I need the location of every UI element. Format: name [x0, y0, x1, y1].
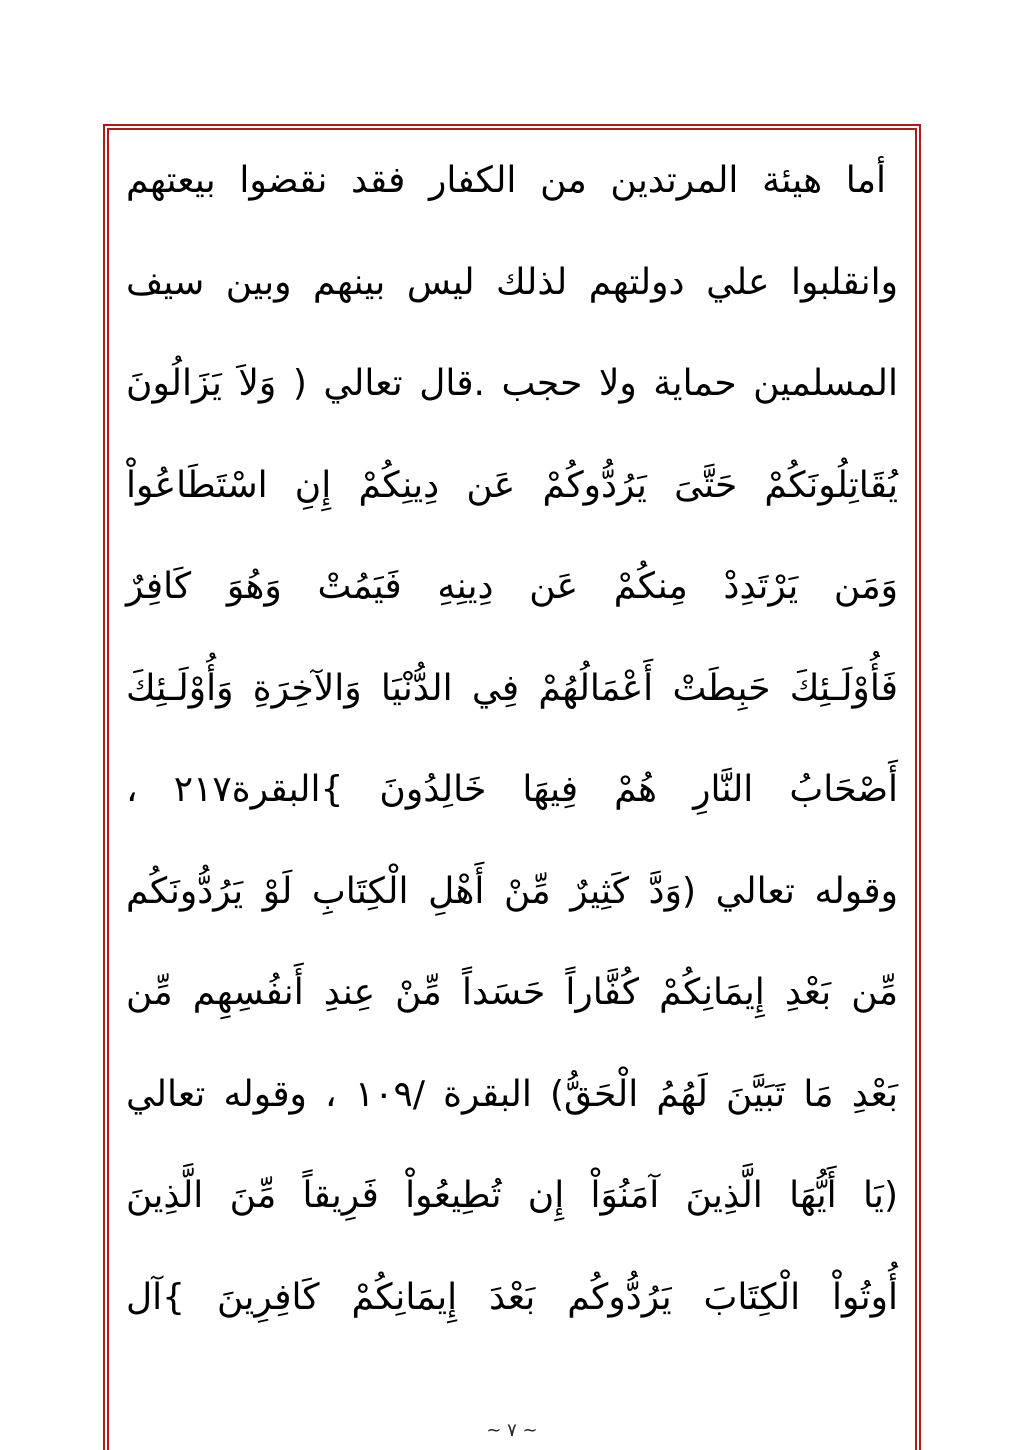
- text-line-5: وَمَن يَرْتَدِدْ مِنكُمْ عَن دِينِهِ فَيَمُتْ وَهُوَ كَافِرٌ: [126, 566, 898, 607]
- text-line-6: فَأُوْلَـئِكَ حَبِطَتْ أَعْمَالُهُمْ فِي الدُّنْيَا وَالآخِرَةِ وَأُوْلَـئِكَ: [126, 667, 898, 709]
- text-line-9: مِّن بَعْدِ إِيمَانِكُمْ كُفَّاراً حَسَداً مِّنْ عِندِ أَنفُسِهِم مِّن: [126, 972, 898, 1013]
- text-line-1: أما هيئة المرتدين من الكفار فقد نقضوا بيعتهم: [126, 160, 886, 201]
- text-line-4: يُقَاتِلُونَكُمْ حَتَّىَ يَرُدُّوكُمْ عَن دِينِكُمْ إِنِ اسْتَطَاعُواْ: [126, 464, 898, 506]
- text-line-7: أَصْحَابُ النَّارِ هُمْ فِيهَا خَالِدُونَ }البقرة٢١٧ ،: [126, 769, 899, 810]
- text-line-8: وقوله تعالي (وَدَّ كَثِيرٌ مِّنْ أَهْلِ الْكِتَابِ لَوْ يَرُدُّونَكُم: [126, 870, 898, 912]
- body-text: [120, 130, 904, 1348]
- page-number: ~ ٧ ~: [486, 1420, 538, 1441]
- text-line-2: وانقلبوا علي دولتهم لذلك ليس بينهم وبين سيف: [126, 261, 898, 303]
- text-line-3: المسلمين حماية ولا حجب .قال تعالي ( وَلاَ يَزَالُونَ: [126, 363, 898, 404]
- text-line-12: أُوتُواْ الْكِتَابَ يَرُدُّوكُم بَعْدَ إِيمَانِكُمْ كَافِرِينَ }آل: [126, 1276, 898, 1318]
- text-line-10: بَعْدِ مَا تَبَيَّنَ لَهُمُ الْحَقُّ) البقرة /١٠٩ ، وقوله تعالي: [126, 1073, 898, 1115]
- text-line-11: (يَا أَيُّهَا الَّذِينَ آمَنُوَاْ إِن تُطِيعُواْ فَرِيقاً مِّنَ الَّذِينَ: [126, 1175, 898, 1216]
